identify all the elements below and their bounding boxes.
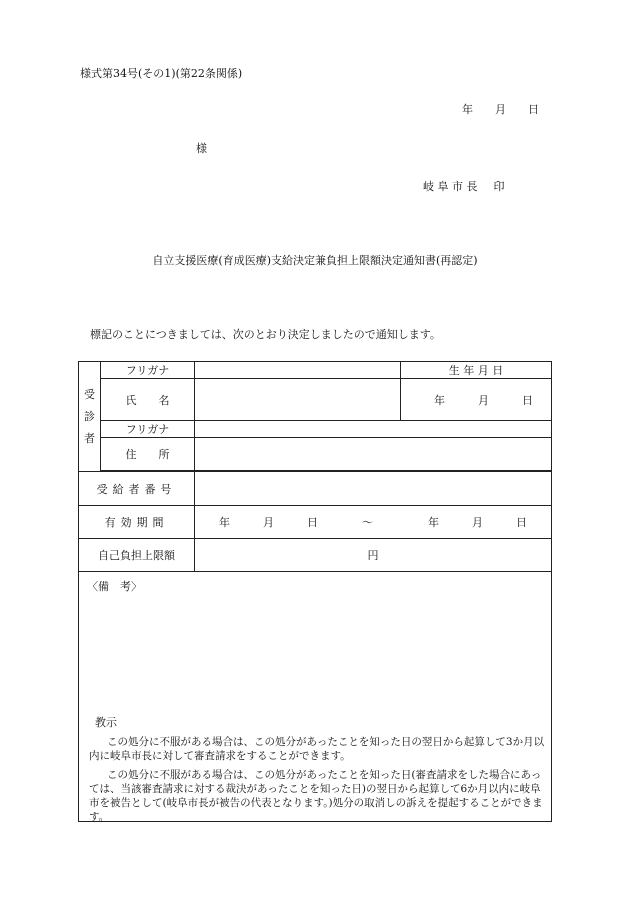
instruction-paragraph-2 xyxy=(89,768,547,824)
validity-period-field[interactable]: 年 月 日 〜 年 月 日 xyxy=(195,506,552,539)
issuer-name: 岐 阜 市 長 xyxy=(423,180,478,193)
recipient-number-field[interactable] xyxy=(195,472,552,506)
document-title: 自立支援医療(育成医療)支給決定兼負担上限額決定通知書(再認定) xyxy=(152,254,478,267)
address-field[interactable] xyxy=(195,438,552,471)
form-number: 様式第34号(その1)(第22条関係) xyxy=(80,67,243,80)
address-furigana-field[interactable] xyxy=(195,421,552,438)
validity-period-label: 有効期間 xyxy=(79,506,195,539)
instruction-text-2: この処分に不服がある場合は、この処分があったことを知った日(審査請求をした場合にあっては、当該審査請求に対する裁決があったことを知った日)の翌日から起算して6か月以内に岐阜市を被告として(岐阜市長が被告の代表となります。)処分の取消しの訴えを提起することができます。 xyxy=(89,769,543,823)
name-field[interactable] xyxy=(195,379,401,421)
name-furigana-field[interactable] xyxy=(195,362,401,379)
address-label: 住 所 xyxy=(101,438,195,471)
birthdate-field[interactable]: 年 月 日 xyxy=(401,379,552,421)
issue-date: 年 月 日 xyxy=(462,103,539,116)
patient-label-char: 者 xyxy=(84,432,95,446)
name-furigana-label: フリガナ xyxy=(101,362,195,379)
copay-limit-unit: 円 xyxy=(367,549,379,562)
copay-limit-label: 自己負担上限額 xyxy=(79,539,195,572)
seal-mark: 印 xyxy=(493,180,505,193)
issuer-block xyxy=(423,178,505,194)
patient-label-char: 診 xyxy=(84,409,95,423)
remarks-label: 〈備 考〉 xyxy=(87,580,142,593)
birthdate-label: 生 年 月 日 xyxy=(401,362,552,379)
recipient-number-label: 受給者番号 xyxy=(79,472,195,506)
instruction-text-1: この処分に不服がある場合は、この処分があったことを知った日の翌日から起算して3か月以内に岐阜市長に対して審査請求をすることができます。 xyxy=(89,736,545,762)
notice-form-table xyxy=(78,361,552,822)
address-furigana-label: フリガナ xyxy=(101,421,195,438)
lead-text: 標記のことにつきましては、次のとおり決定しましたので通知します。 xyxy=(90,328,441,341)
copay-limit-field[interactable] xyxy=(195,539,552,572)
instruction-heading: 教示 xyxy=(95,716,117,729)
name-label: 氏 名 xyxy=(101,379,195,421)
instruction-paragraph-1 xyxy=(89,735,547,763)
patient-label-char: 受 xyxy=(84,387,95,401)
addressee-suffix: 様 xyxy=(196,142,207,155)
remarks-section xyxy=(79,572,552,822)
patient-label xyxy=(79,362,101,472)
